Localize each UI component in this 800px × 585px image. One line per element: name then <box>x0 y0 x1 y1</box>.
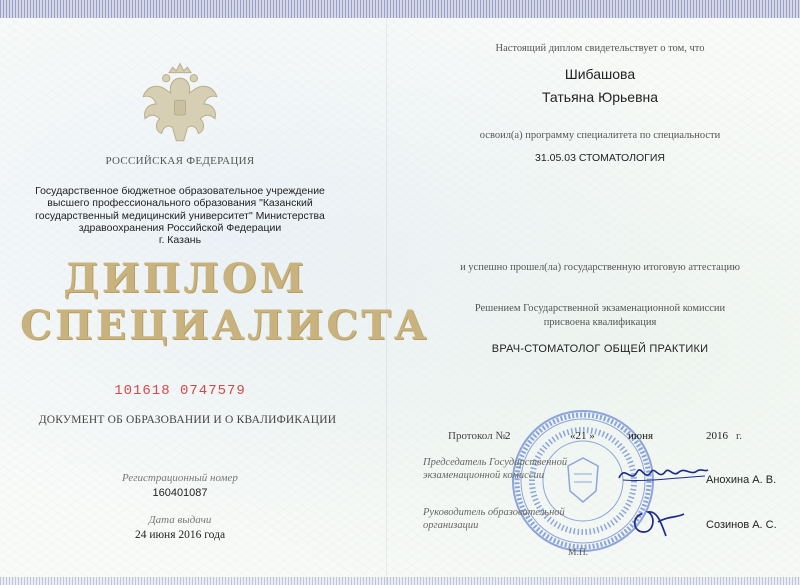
institution-line: здравоохранения Российской Федерации <box>78 221 282 234</box>
protocol-number: 2 <box>505 430 511 442</box>
mastered-text: освоил(а) программу специалитета по специальности <box>479 130 721 141</box>
commission-text-line1: Решением Государственной экзаменационной комиссии <box>474 303 726 314</box>
guilloche-border-bottom <box>0 577 800 585</box>
head-label: Руководитель образовательной организации <box>423 507 565 531</box>
institution-city: г. Казань <box>158 234 202 247</box>
coat-of-arms-icon <box>134 58 226 150</box>
seal-mark: М.П. <box>568 548 589 558</box>
issue-date-label: Дата выдачи <box>148 514 212 526</box>
attestation-text: и успешно прошел(ла) государственную итоговую аттестацию <box>460 262 740 273</box>
institution-name <box>30 185 330 246</box>
protocol-day: «21 » <box>570 430 595 442</box>
qualification: ВРАЧ-СТОМАТОЛОГ ОБЩЕЙ ПРАКТИКИ <box>491 343 709 355</box>
page-fold <box>386 0 387 585</box>
registration-label: Регистрационный номер <box>122 472 238 484</box>
country-name: РОССИЙСКАЯ ФЕДЕРАЦИЯ <box>105 155 255 167</box>
protocol-year: 2016 <box>706 430 728 442</box>
certifies-text: Настоящий диплом свидетельствует о том, что <box>495 43 705 54</box>
issue-date: 24 июня 2016 года <box>134 529 226 541</box>
serial-number: 101618 0747579 <box>114 383 246 399</box>
institution-line: высшего профессионального образования "Казанский <box>47 197 313 210</box>
chair-label: Председатель Государственной экзаменационной комиссии <box>423 457 568 481</box>
diploma-title-line2: СПЕЦИАЛИСТА <box>20 302 430 349</box>
specialty: 31.05.03 СТОМАТОЛОГИЯ <box>535 152 665 164</box>
protocol-label: Протокол № <box>448 430 506 442</box>
chair-signature-icon <box>615 458 710 488</box>
head-name: Созинов А. С. <box>706 519 777 531</box>
year-suffix: г. <box>736 430 743 442</box>
head-signature-icon <box>628 502 688 542</box>
document-type: ДОКУМЕНТ ОБ ОБРАЗОВАНИИ И О КВАЛИФИКАЦИИ <box>38 414 337 426</box>
diploma-title-line1: ДИПЛОМ <box>63 255 307 302</box>
graduate-surname: Шибашова <box>564 66 636 82</box>
chair-name: Анохина А. В. <box>706 474 777 486</box>
graduate-given-names: Татьяна Юрьевна <box>541 89 659 105</box>
institution-line: государственный медицинский университет" Министерства <box>35 209 325 222</box>
protocol-month: июня <box>628 430 654 442</box>
commission-text-line2: присвоена квалификация <box>543 317 657 328</box>
registration-number: 160401087 <box>152 487 208 499</box>
institution-line: Государственное бюджетное образовательное учреждение <box>35 185 325 197</box>
guilloche-border-top <box>0 0 800 18</box>
